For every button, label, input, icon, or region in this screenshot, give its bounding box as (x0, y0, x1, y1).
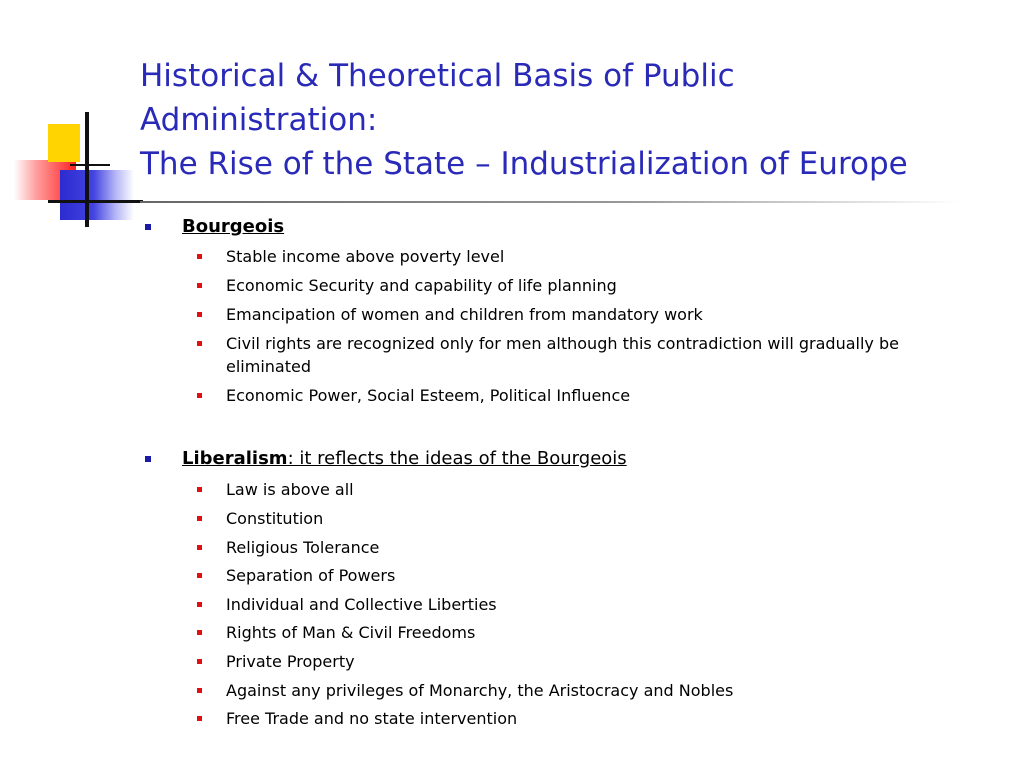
section-heading-label: Liberalism (182, 448, 288, 469)
list-item-text: Law is above all (226, 480, 354, 499)
section-heading-label: Bourgeois (182, 216, 285, 237)
list-item-text: Rights of Man & Civil Freedoms (226, 623, 476, 642)
decorative-vertical-line (85, 112, 89, 227)
list-item (226, 679, 986, 702)
decorative-short-line (70, 164, 110, 166)
square-bullet-icon (197, 393, 202, 398)
square-bullet-icon (197, 312, 202, 317)
list-item-text: Civil rights are recognized only for men although this contradiction will gradually be eliminated (226, 334, 899, 376)
list-item-text: Constitution (226, 509, 324, 528)
list-item-text: Stable income above poverty level (226, 247, 505, 266)
list-item (226, 303, 986, 326)
square-bullet-icon (197, 487, 202, 492)
title-line-1: Historical & Theoretical Basis of Public (140, 58, 735, 94)
title-line-3: The Rise of the State – Industrialization of Europe (140, 146, 908, 182)
list-item (226, 650, 986, 673)
square-bullet-icon (197, 283, 202, 288)
list-item (226, 245, 986, 268)
slide-title (140, 54, 1000, 186)
list-item-text: Religious Tolerance (226, 538, 380, 557)
decorative-horizontal-line (48, 200, 143, 203)
square-bullet-icon (197, 602, 202, 607)
square-bullet-icon (197, 573, 202, 578)
list-item-text: Economic Power, Social Esteem, Political Influence (226, 386, 631, 405)
square-bullet-icon (197, 659, 202, 664)
list-item (226, 507, 986, 530)
square-bullet-icon (197, 630, 202, 635)
decorative-blue-block (60, 170, 134, 220)
square-bullet-icon (197, 545, 202, 550)
decorative-yellow-block (48, 124, 80, 162)
square-bullet-icon (145, 224, 151, 230)
list-item (226, 332, 986, 378)
square-bullet-icon (197, 716, 202, 721)
list-item (226, 384, 986, 407)
list-item-text: Economic Security and capability of life planning (226, 276, 617, 295)
title-divider (140, 201, 960, 203)
list-item-text: Emancipation of women and children from mandatory work (226, 305, 703, 324)
square-bullet-icon (197, 516, 202, 521)
section-heading-bourgeois (182, 216, 284, 237)
list-item (226, 274, 986, 297)
list-item-text: Separation of Powers (226, 566, 396, 585)
list-item (226, 621, 986, 644)
square-bullet-icon (197, 254, 202, 259)
section-heading-rest: : it reflects the ideas of the Bourgeois (287, 448, 627, 469)
list-item (226, 478, 986, 501)
list-item-text: Against any privileges of Monarchy, the Aristocracy and Nobles (226, 681, 734, 700)
square-bullet-icon (197, 341, 202, 346)
list-item (226, 564, 986, 587)
list-item-text: Private Property (226, 652, 355, 671)
list-item (226, 536, 986, 559)
list-item (226, 593, 986, 616)
square-bullet-icon (145, 456, 151, 462)
list-item-text: Individual and Collective Liberties (226, 595, 497, 614)
title-line-2: Administration: (140, 102, 378, 138)
list-item-text: Free Trade and no state intervention (226, 709, 518, 728)
section-heading-liberalism (182, 448, 627, 469)
square-bullet-icon (197, 688, 202, 693)
list-item (226, 707, 986, 730)
